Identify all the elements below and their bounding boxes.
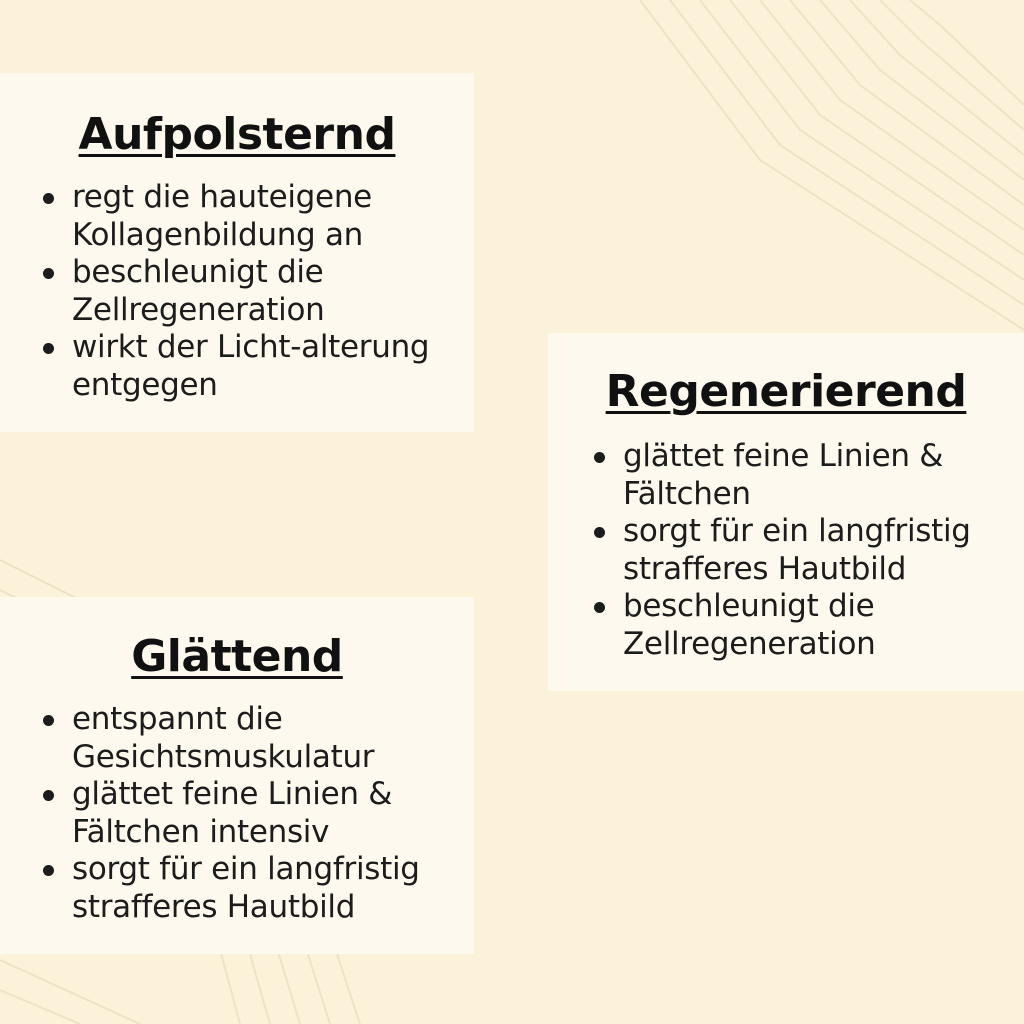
bullet-dot-icon	[594, 452, 605, 463]
bullet-dot-icon	[43, 715, 54, 726]
list-item-line: glättet feine Linien &	[72, 776, 393, 812]
benefit-list	[40, 179, 470, 404]
list-item-line: Fältchen intensiv	[72, 813, 330, 850]
card-title: Regenerierend	[605, 366, 967, 417]
list-item-line: Zellregeneration	[623, 625, 876, 662]
list-item-line: strafferes Hautbild	[623, 550, 907, 587]
list-item	[40, 851, 470, 926]
list-item-line: Gesichtsmuskulatur	[72, 738, 375, 775]
list-item-line: glättet feine Linien &	[623, 438, 944, 474]
benefit-list	[40, 701, 470, 926]
list-item-line: beschleunigt die	[72, 254, 324, 290]
list-item	[40, 329, 470, 404]
bullet-dot-icon	[594, 602, 605, 613]
list-item-line: entspannt die	[72, 701, 283, 737]
list-item-line: Zellregeneration	[72, 291, 325, 328]
bullet-dot-icon	[43, 343, 54, 354]
card-regenerierend	[548, 333, 1024, 691]
list-item-line: entgegen	[72, 366, 218, 403]
benefit-list	[591, 438, 1021, 663]
list-item-line: strafferes Hautbild	[72, 888, 356, 925]
list-item	[591, 438, 1021, 513]
card-title: Glättend	[131, 631, 343, 682]
list-item-line: sorgt für ein langfristig	[72, 851, 420, 887]
list-item	[40, 254, 470, 329]
card-title: Aufpolsternd	[78, 109, 396, 160]
list-item-line: regt die hauteigene	[72, 179, 372, 215]
list-item	[40, 701, 470, 776]
list-item-line: sorgt für ein langfristig	[623, 513, 971, 549]
bullet-dot-icon	[594, 527, 605, 538]
list-item-line: Kollagenbildung an	[72, 216, 364, 253]
bullet-dot-icon	[43, 790, 54, 801]
list-item-line: wirkt der Licht-alterung	[72, 329, 430, 365]
card-glaettend	[0, 597, 474, 954]
bullet-dot-icon	[43, 865, 54, 876]
card-aufpolsternd	[0, 73, 474, 432]
list-item-line: Fältchen	[623, 475, 751, 512]
list-item	[40, 776, 470, 851]
list-item-line: beschleunigt die	[623, 588, 875, 624]
list-item	[591, 588, 1021, 663]
list-item	[40, 179, 470, 254]
list-item	[591, 513, 1021, 588]
bullet-dot-icon	[43, 193, 54, 204]
bullet-dot-icon	[43, 268, 54, 279]
